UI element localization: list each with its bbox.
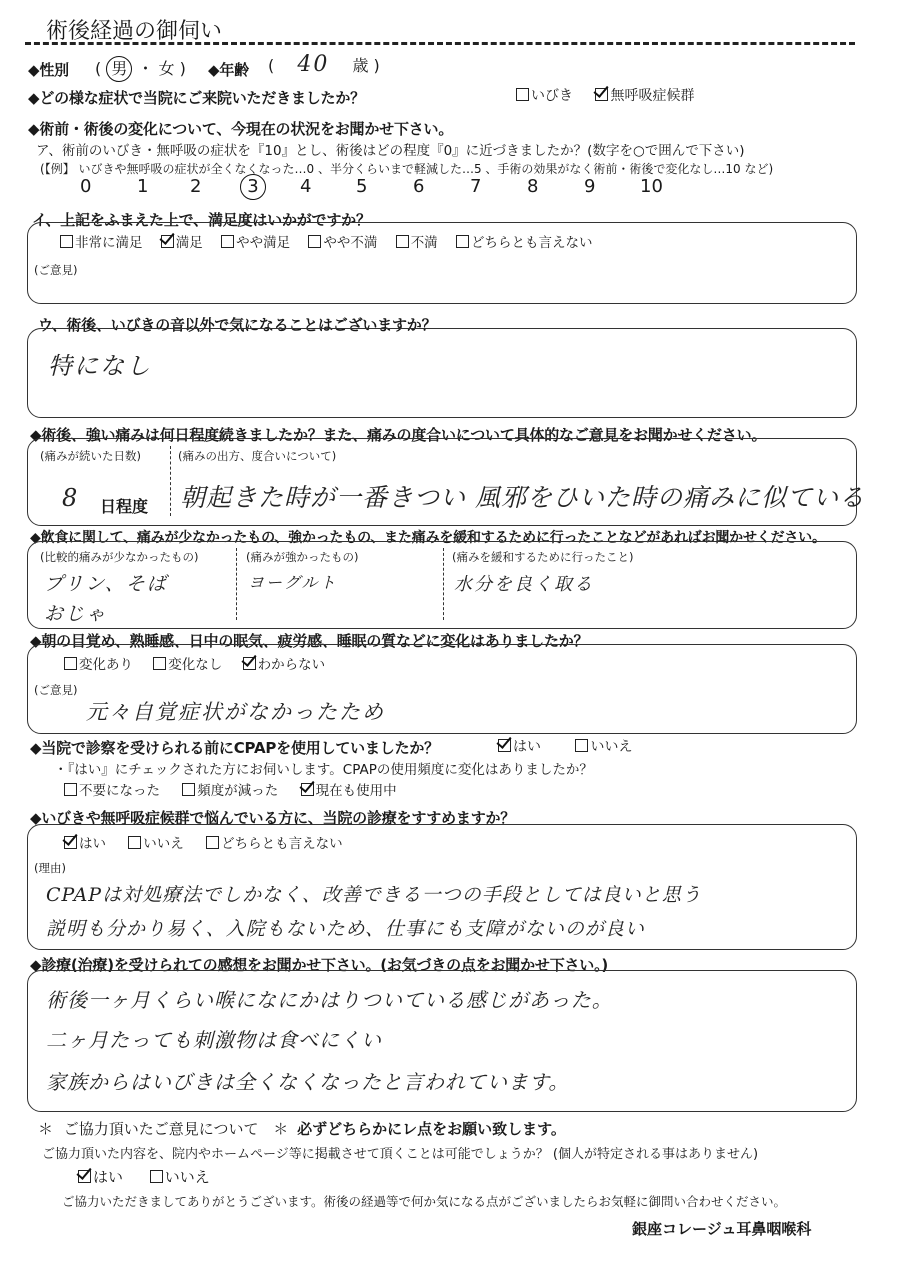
checkbox-consent-no[interactable] xyxy=(150,1168,210,1186)
checkbox-icon xyxy=(150,1170,163,1183)
checkbox-icon xyxy=(153,657,166,670)
scale-9[interactable]: 9 xyxy=(584,176,596,197)
recommend-reason-label: (理由) xyxy=(34,861,66,875)
pain-degree-answer[interactable]: 朝起きた時が一番きつい 風邪をひいた時の痛みに似ている xyxy=(180,483,865,512)
cpap-question: ◆当院で診察を受けられる前にCPAPを使用していましたか？ xyxy=(30,739,439,757)
option-label: 変化あり xyxy=(79,657,133,673)
change-example xyxy=(40,160,773,177)
checkmark-icon xyxy=(243,657,256,670)
checkbox-icon xyxy=(206,836,219,849)
option-label: 頻度が減った xyxy=(197,783,279,799)
change-subquestion: ア、術前のいびき・無呼吸の症状を『10』とし、術後はどの程度『0』に近づきましたか？(数字を○で囲んで下さい) xyxy=(36,143,745,159)
option-label: 満足 xyxy=(175,235,203,251)
scale-2[interactable]: 2 xyxy=(190,176,202,197)
checkmark-icon xyxy=(64,836,77,849)
age-paren-close: ) xyxy=(373,56,380,75)
sleep-comment-label: (ご意見) xyxy=(34,683,78,697)
pain-degree-label: (痛みの出方、度合いについて) xyxy=(178,449,337,463)
checkbox-icon xyxy=(64,783,77,796)
checkbox-recommend-neither[interactable] xyxy=(206,836,343,852)
checkbox-unchanged[interactable] xyxy=(153,657,222,673)
clinic-name: 銀座コレージュ耳鼻咽喉科 xyxy=(632,1220,812,1238)
checkbox-icon xyxy=(308,235,321,248)
satisfaction-options xyxy=(60,231,592,251)
checkbox-somewhat-dissatisfied[interactable] xyxy=(308,235,377,251)
page-title: 術後経過の御伺い xyxy=(46,19,223,44)
checkbox-icon xyxy=(64,657,77,670)
cpap-options xyxy=(498,736,632,756)
scale-0[interactable]: 0 xyxy=(80,176,92,197)
food-col1-answer-1[interactable]: プリン、そば xyxy=(44,573,168,595)
satisfaction-comment-label: (ご意見) xyxy=(34,263,78,277)
example-paren: ( xyxy=(40,162,45,176)
option-label: 無呼吸症候群 xyxy=(610,88,695,104)
sleep-answer[interactable]: 元々自覚症状がなかったため xyxy=(86,700,385,724)
option-label: 変化なし xyxy=(168,657,223,673)
option-label: やや不満 xyxy=(323,235,378,251)
checkbox-neither[interactable] xyxy=(456,235,593,251)
satisfaction-question: イ、上記をふまえた上で、満足度はいかがですか？ xyxy=(32,211,371,229)
pain-column-divider xyxy=(170,446,171,516)
checkbox-cpap-yes[interactable] xyxy=(498,739,541,755)
checkmark-icon xyxy=(498,739,511,752)
option-label: はい xyxy=(79,836,106,852)
option-label: はい xyxy=(93,1168,124,1186)
checkbox-very-satisfied[interactable] xyxy=(60,235,143,251)
checkbox-snoring[interactable] xyxy=(516,88,573,104)
age-label: ◆年齢 xyxy=(208,61,249,79)
checkbox-icon xyxy=(396,235,409,248)
checkmark-icon xyxy=(595,88,608,101)
scale-5[interactable]: 5 xyxy=(356,176,368,197)
age-value: 40 xyxy=(297,52,330,77)
option-label: 非常に満足 xyxy=(75,235,143,251)
symptom-options xyxy=(516,85,694,105)
checkbox-icon xyxy=(60,235,73,248)
symptom-question: ◆どの様な症状で当院にご来院いただきましたか？ xyxy=(28,89,365,107)
asterisk-2: ＊ xyxy=(273,1120,289,1138)
option-label: 不要になった xyxy=(79,783,160,799)
food-divider-1 xyxy=(236,548,237,620)
food-col3-label: (痛みを緩和するために行ったこと) xyxy=(452,550,634,564)
pain-days-label: (痛みが続いた日数) xyxy=(40,449,141,463)
cpap-sub-options xyxy=(64,779,397,799)
gender-field[interactable] xyxy=(95,56,186,82)
food-question: ◆飲食に関して、痛みが少なかったもの、強かったもの、また痛みを緩和するために行ったことなどがあればお聞かせください。 xyxy=(30,530,826,546)
footer-consent-heading xyxy=(38,1118,566,1139)
option-label: わからない xyxy=(257,657,326,673)
pain-days-value[interactable]: 8 xyxy=(62,484,80,512)
checkbox-changed[interactable] xyxy=(64,657,133,673)
age-unit: 歳 xyxy=(352,56,369,75)
age-field[interactable] xyxy=(268,52,380,77)
impression-answer-3[interactable]: 家族からはいびきは全くなくなったと言われています。 xyxy=(46,1070,570,1094)
checkbox-icon xyxy=(456,235,469,248)
example-text: 【例】 いびきや無呼吸の症状が全くなくなった…0 、半分くらいまで軽減した…5 、手術の効果がなく術前・術後で変化なし…10 など) xyxy=(44,162,774,176)
food-col2-label: (痛みが強かったもの) xyxy=(246,550,359,564)
pain-question: ◆術後、強い痛みは何日程度続きましたか？また、痛みの度合いについて具体的なご意見をお聞かせください。 xyxy=(30,426,767,444)
food-col1-label: (比較的痛みが少なかったもの) xyxy=(40,550,199,564)
option-label: いいえ xyxy=(164,1168,210,1186)
option-label: どちらとも言えない xyxy=(470,235,593,251)
checkbox-cpap-no[interactable] xyxy=(575,739,632,755)
gender-label: ◆性別 xyxy=(28,61,69,79)
scale-10[interactable]: 10 xyxy=(640,176,663,197)
recommend-answer-2[interactable]: 説明も分かり易く、入院もないため、仕事にも支障がないのが良い xyxy=(46,918,645,940)
checkbox-icon xyxy=(128,836,141,849)
footer-consent-question: ご協力頂いた内容を、院内やホームページ等に掲載させて頂くことは可能でしょうか？ (個人が特定される事はありません) xyxy=(42,1147,759,1162)
option-label: やや満足 xyxy=(236,235,291,251)
recommend-options xyxy=(64,832,343,852)
sleep-question: ◆朝の目覚め、熟睡感、日中の眠気、疲労感、睡眠の質などに変化はありましたか？ xyxy=(30,632,589,650)
scale-1[interactable]: 1 xyxy=(137,176,149,197)
checkbox-satisfied[interactable] xyxy=(161,235,203,251)
other-question: ウ、術後、いびきの音以外で気になることはございますか？ xyxy=(38,316,437,334)
checkmark-icon xyxy=(78,1170,91,1183)
option-label: いいえ xyxy=(590,739,633,755)
checkbox-icon xyxy=(182,783,195,796)
food-divider-2 xyxy=(443,548,444,620)
food-col3-answer[interactable]: 水分を良く取る xyxy=(454,574,594,595)
impression-answer-2[interactable]: 二ヶ月たっても刺激物は食べにくい xyxy=(46,1028,382,1052)
change-question: ◆術前・術後の変化について、今現在の状況をお聞かせ下さい。 xyxy=(28,120,454,138)
checkbox-dissatisfied[interactable] xyxy=(396,235,438,251)
scale-3-circled[interactable]: 3 xyxy=(240,174,266,200)
checkbox-recommend-no[interactable] xyxy=(128,836,184,852)
food-col1-answer-2[interactable]: おじゃ xyxy=(44,603,108,625)
checkbox-recommend-yes[interactable] xyxy=(64,836,106,852)
option-label: いいえ xyxy=(143,836,184,852)
footer-line1b: 必ずどちらかにレ点をお願い致します。 xyxy=(297,1120,566,1138)
checkbox-icon xyxy=(575,739,588,752)
checkbox-less-frequent[interactable] xyxy=(182,783,278,799)
checkbox-icon xyxy=(516,88,529,101)
gender-male-circled: 男 xyxy=(106,56,132,82)
option-label: 現在も使用中 xyxy=(315,783,397,799)
checkbox-consent-yes[interactable] xyxy=(78,1168,123,1186)
age-paren-open: ( xyxy=(268,56,275,75)
scale-6[interactable]: 6 xyxy=(413,176,425,197)
cpap-subquestion: ・『はい』にチェックされた方にお伺いします。CPAPの使用頻度に変化はありましたか？ xyxy=(54,762,593,778)
sleep-options xyxy=(64,653,325,673)
option-label: はい xyxy=(513,739,541,755)
footer-line1a: ご協力頂いたご意見について xyxy=(63,1120,259,1138)
asterisk-1: ＊ xyxy=(38,1120,54,1138)
footer-thanks: ご協力いただきましてありがとうございます。術後の経過等で何か気になる点がございましたらお気軽に御問い合わせください。 xyxy=(62,1194,787,1209)
option-label: 不満 xyxy=(410,235,438,251)
checkmark-icon xyxy=(301,783,314,796)
option-label: いびき xyxy=(531,88,573,104)
checkmark-icon xyxy=(161,235,174,248)
gender-separator: ・ xyxy=(137,59,154,78)
checkbox-unknown[interactable] xyxy=(243,657,326,673)
impression-answer-1[interactable]: 術後一ヶ月くらい喉になにかはりついている感じがあった。 xyxy=(46,988,613,1012)
recommend-answer-1[interactable]: CPAPは対処療法でしかなく、改善できる一つの手段としては良いと思う xyxy=(46,884,702,906)
checkbox-icon xyxy=(221,235,234,248)
title-underline xyxy=(25,42,855,45)
scale-7[interactable]: 7 xyxy=(470,176,482,197)
pain-days-unit: 日程度 xyxy=(100,497,149,516)
checkbox-still-using[interactable] xyxy=(301,783,397,799)
other-answer[interactable]: 特になし xyxy=(48,352,152,380)
scale-4[interactable]: 4 xyxy=(300,176,312,197)
recommend-question: ◆いびきや無呼吸症候群で悩んでいる方に、当院の診療をすすめますか？ xyxy=(30,809,516,827)
scale-8[interactable]: 8 xyxy=(527,176,539,197)
checkbox-no-longer-needed[interactable] xyxy=(64,783,160,799)
food-col2-answer[interactable]: ヨーグルト xyxy=(248,573,338,592)
impression-question: ◆診療(治療)を受けられての感想をお聞かせ下さい。(お気づきの点をお聞かせ下さい。) xyxy=(30,956,609,974)
gender-female: 女 xyxy=(158,59,175,78)
gender-paren-close: ) xyxy=(179,59,186,78)
footer-options xyxy=(78,1166,210,1187)
gender-paren-open: ( xyxy=(95,59,102,78)
checkbox-somewhat-satisfied[interactable] xyxy=(221,235,290,251)
checkbox-apnea[interactable] xyxy=(595,88,694,104)
option-label: どちらとも言えない xyxy=(221,836,343,852)
